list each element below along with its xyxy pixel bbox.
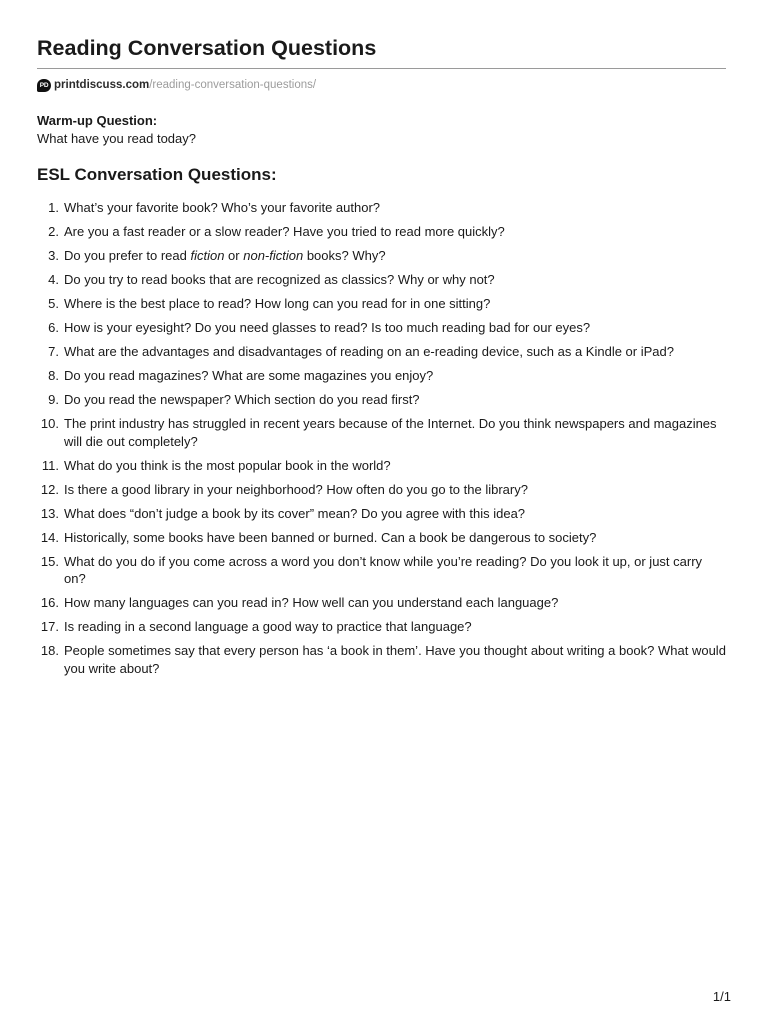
question-text: Do you read magazines? What are some magazines you enjoy? [64,368,434,383]
question-text: The print industry has struggled in recent years because of the Internet. Do you think newspapers and magazines will die out completely? [64,416,717,449]
question-text: What does “don’t judge a book by its cover” mean? Do you agree with this idea? [64,505,526,521]
question-text: How many languages can you read in? How well can you understand each language? [64,595,559,610]
list-item [37,391,727,409]
question-text: What are the advantages and disadvantages of reading on an e-reading device, such as a Kindle or iPad? [64,344,674,359]
list-item [37,618,727,636]
list-item [37,223,727,241]
question-number: 9. [48,392,59,407]
question-text-part: books? Why? [303,248,386,263]
list-item [37,457,727,475]
list-item [37,247,727,265]
source-path[interactable]: /reading-conversation-questions/ [149,79,317,91]
question-text: Are you a fast reader or a slow reader? Have you tried to read more quickly? [64,224,505,239]
question-number: 16. [40,595,59,610]
fiction-emphasis: fiction [190,248,225,263]
question-text: What do you think is the most popular book in the world? [64,457,391,473]
question-number: 7. [48,344,59,359]
source-link[interactable] [37,75,316,95]
list-item [37,553,727,588]
question-number: 3. [48,248,59,263]
list-item [37,271,727,289]
list-item [37,642,727,677]
question-number: 11. [41,457,59,473]
title-divider [37,68,726,69]
question-text: Do you read the newspaper? Which section do you read first? [64,392,420,407]
page-title: Reading Conversation Questions [37,36,377,60]
list-item [37,415,727,450]
question-number: 15. [40,553,59,569]
question-text: What’s your favorite book? Who’s your favorite author? [64,200,381,215]
non-fiction-emphasis: non-fiction [243,248,304,263]
question-number: 6. [48,320,59,335]
source-domain[interactable]: printdiscuss.com [54,79,150,91]
question-text: Historically, some books have been banned or burned. Can a book be dangerous to society? [64,529,597,545]
question-text: Where is the best place to read? How long can you read for in one sitting? [64,296,491,311]
list-item [37,319,727,337]
question-number: 18. [40,643,59,658]
list-item [37,529,727,547]
question-text: Is reading in a second language a good way to practice that language? [64,619,472,634]
list-item [37,295,727,313]
question-number: 1. [48,200,59,215]
question-text: People sometimes say that every person has ‘a book in them’. Have you thought about writing a book? What would you write about? [64,643,726,676]
question-text-part: or [224,248,244,263]
question-number: 5. [48,296,59,311]
list-item [37,343,727,361]
printdiscuss-logo-icon: PD [37,79,51,92]
page-number: 1/1 [712,989,731,1004]
list-item [37,367,727,385]
question-text: Is there a good library in your neighborhood? How often do you go to the library? [64,481,528,497]
question-number: 2. [48,224,59,239]
question-text-part: Do you prefer to read [64,248,191,263]
question-number: 8. [48,368,59,383]
warmup-question: What have you read today? [37,131,196,146]
list-item [37,594,727,612]
question-text: How is your eyesight? Do you need glasses to read? Is too much reading bad for our eyes? [64,320,591,335]
question-text: What do you do if you come across a word you don’t know while you’re reading? Do you look it up, or just carry on? [64,553,703,586]
list-item [37,505,727,523]
list-item [37,481,727,499]
question-list [37,199,727,677]
question-text [59,247,727,265]
question-number: 17. [40,619,59,634]
question-number: 12. [40,481,59,497]
question-text: Do you try to read books that are recognized as classics? Why or why not? [64,272,495,287]
question-number: 13. [40,505,59,521]
question-number: 14. [40,529,59,545]
warmup-label: Warm-up Question: [37,113,158,128]
section-title: ESL Conversation Questions: [37,165,277,184]
question-number: 4. [48,272,59,287]
list-item [37,199,727,217]
question-number: 10. [40,416,59,431]
